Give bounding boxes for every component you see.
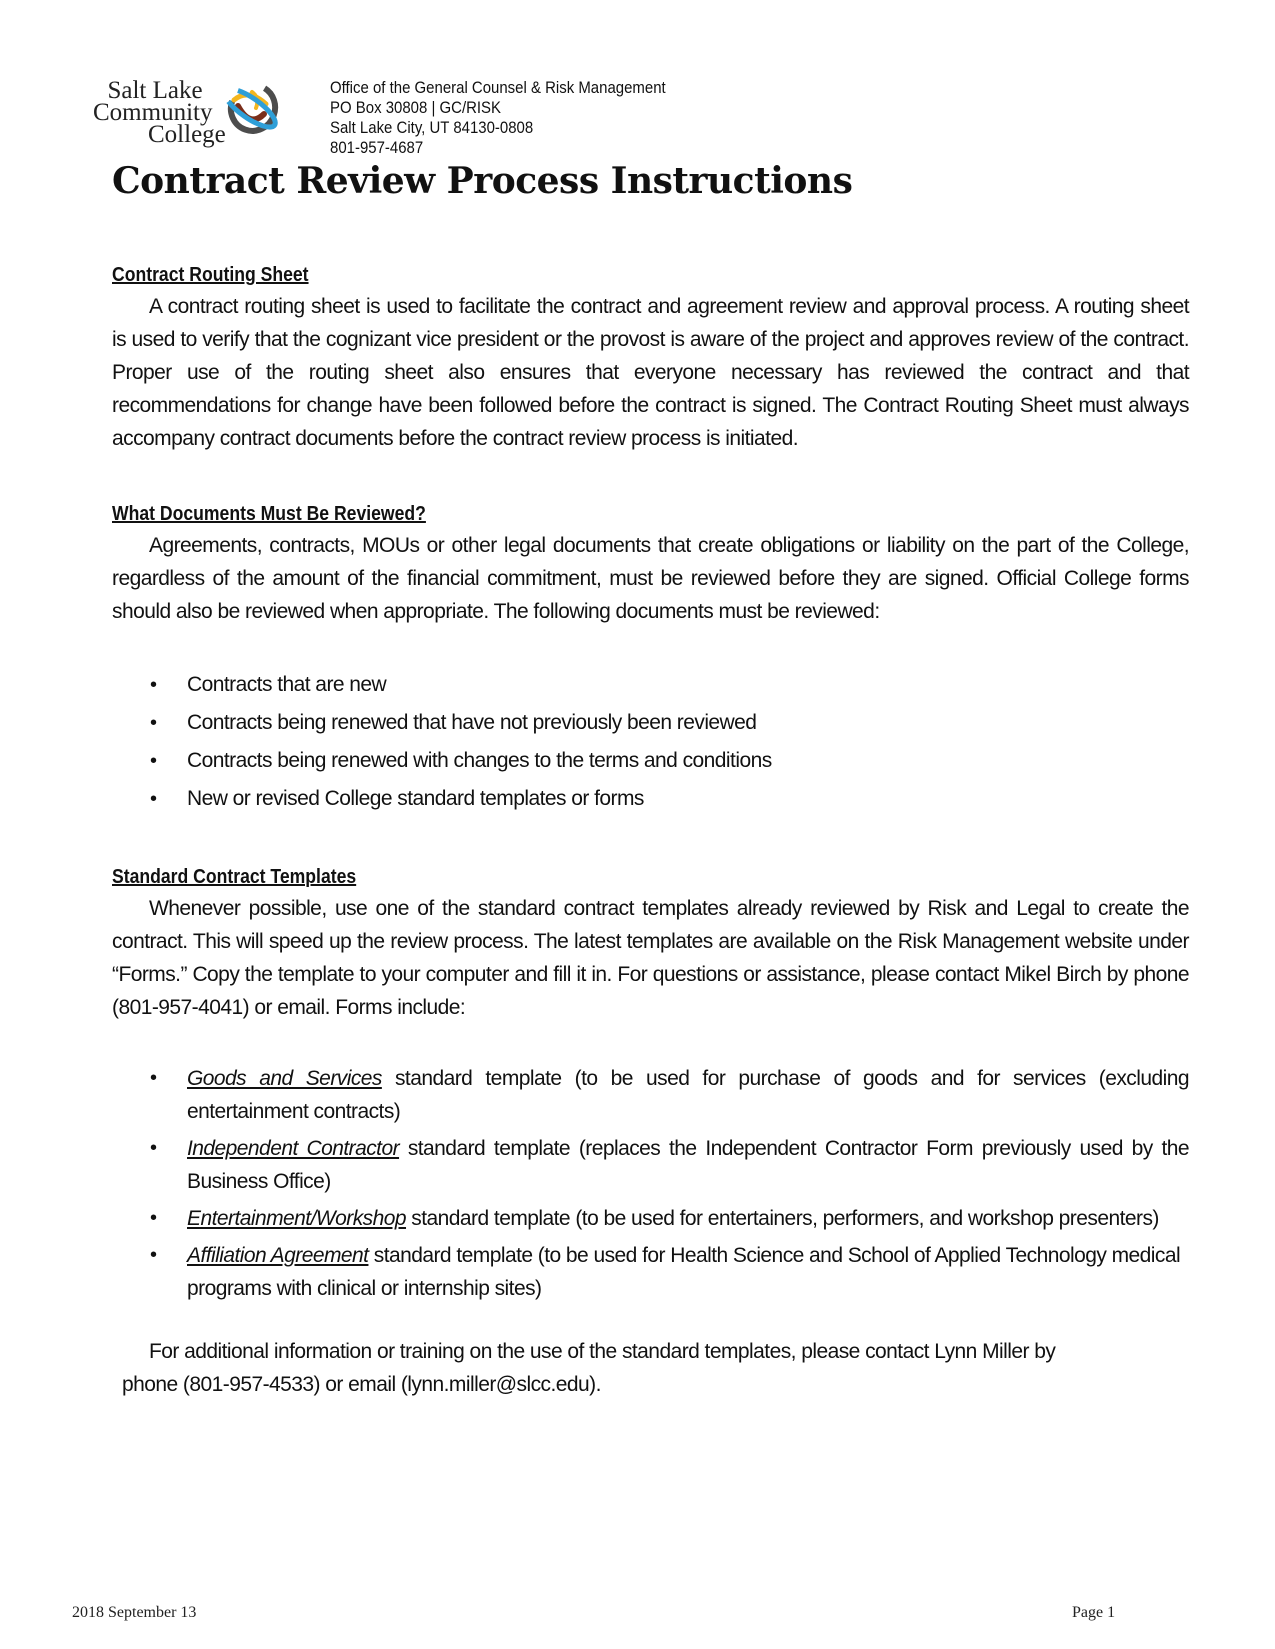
bullet-icon: • <box>150 1067 157 1089</box>
bullet-icon: • <box>150 1137 157 1159</box>
template-link-goods-services[interactable]: Goods and Services <box>187 1067 382 1090</box>
footer-date: 2018 September 13 <box>72 1604 197 1621</box>
list-item: • Contracts being renewed that have not previously been reviewed <box>112 704 1189 742</box>
template-link-affiliation-agreement[interactable]: Affiliation Agreement <box>187 1244 369 1267</box>
bullet-icon: • <box>150 674 157 696</box>
list-item: • Independent Contractor standard template (replaces the Independent Contractor Form previously used by the Business Office) <box>112 1132 1189 1198</box>
heading-documents-reviewed: What Documents Must Be Reviewed? <box>112 503 426 525</box>
bullet-icon: • <box>150 1207 157 1229</box>
routing-paragraph: A contract routing sheet is used to facilitate the contract and agreement review and approval process. A routing sheet is used to verify that the cognizant vice president or the provost is aware of the project and approves review of the contract. Proper use of the routing sheet also ensures that everyone necessary has reviewed the contract and that recommendations for change have been followed before the contract is signed. The Contract Routing Sheet must always accompany contract documents before the contract review process is initiated. <box>112 295 1189 450</box>
logo-globe-icon <box>220 78 282 138</box>
bullet-icon: • <box>150 712 157 734</box>
bullet-icon: • <box>150 788 157 810</box>
heading-standard-templates: Standard Contract Templates <box>112 866 357 888</box>
templates-paragraph: Whenever possible, use one of the standard contract templates already reviewed by Risk and Legal to create the contract. This will speed up the review process. The latest templates are available on the Risk Management website under “Forms.” Copy the template to your computer and fill it in. For questions or assistance, please contact Mikel Birch by phone (801-957-4041) or email. Forms include: <box>112 897 1189 1019</box>
list-item: • New or revised College standard templates or forms <box>112 780 1189 818</box>
logo-text-line1: Salt Lake <box>107 77 203 104</box>
document-body <box>112 260 1189 1401</box>
document-title: Contract Review Process Instructions <box>112 160 853 202</box>
heading-contract-routing-sheet: Contract Routing Sheet <box>112 264 309 286</box>
template-link-entertainment-workshop[interactable]: Entertainment/Workshop <box>187 1207 407 1230</box>
template-link-independent-contractor[interactable]: Independent Contractor <box>187 1137 400 1160</box>
office-phone: 801-957-4687 <box>330 138 424 157</box>
logo-text-line3: College <box>148 121 226 148</box>
logo-text-line2: Community <box>93 99 213 126</box>
slcc-logo <box>90 78 300 150</box>
bullet-icon: • <box>150 750 157 772</box>
list-item: • Affiliation Agreement standard template (to be used for Health Science and School of Applied Technology medical programs with clinical or internship sites) <box>112 1239 1189 1305</box>
list-item: • Goods and Services standard template (to be used for purchase of goods and for services (excluding entertainment contracts) <box>112 1062 1189 1128</box>
documents-paragraph: Agreements, contracts, MOUs or other legal documents that create obligations or liability on the part of the College, regardless of the amount of the financial commitment, must be reviewed before they are signed. Official College forms should also be reviewed when appropriate. The following documents must be reviewed: <box>112 534 1189 623</box>
office-contact-block <box>330 78 666 158</box>
list-item: • Entertainment/Workshop standard template (to be used for entertainers, performers, and workshop presenters) <box>112 1202 1189 1235</box>
list-item: • Contracts being renewed with changes to the terms and conditions <box>112 742 1189 780</box>
templates-list <box>112 1062 1189 1305</box>
documents-list <box>112 666 1189 818</box>
closing-paragraph <box>112 1335 1189 1401</box>
po-box: PO Box 30808 | GC/RISK <box>330 98 502 117</box>
closing-line-1: For additional information or training on the use of the standard templates, please contact Lynn Miller by <box>149 1340 1056 1363</box>
bullet-icon: • <box>150 1244 157 1266</box>
city-address: Salt Lake City, UT 84130-0808 <box>330 118 534 137</box>
list-item: • Contracts that are new <box>112 666 1189 704</box>
office-name: Office of the General Counsel & Risk Management <box>330 78 666 97</box>
closing-line-2: phone (801-957-4533) or email (lynn.miller@slcc.edu). <box>122 1373 601 1396</box>
footer-page-number: Page 1 <box>1072 1604 1116 1621</box>
